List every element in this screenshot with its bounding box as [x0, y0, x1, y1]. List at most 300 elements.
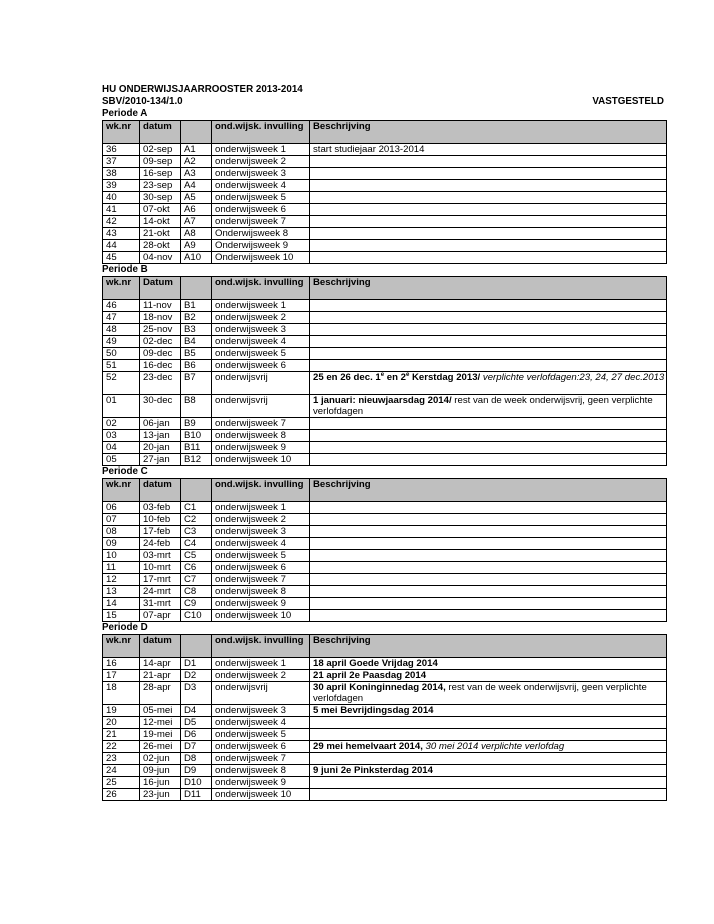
- cell-description: [310, 168, 667, 180]
- cell-description: [310, 765, 667, 777]
- cell-description: [310, 705, 667, 717]
- description-text: en 2: [384, 372, 406, 383]
- cell-description: [310, 312, 667, 324]
- cell-week-number: 50: [103, 348, 140, 360]
- cell-week-number: 21: [103, 729, 140, 741]
- column-header-week-number: wk.nr: [103, 635, 140, 658]
- cell-week-number: 08: [103, 526, 140, 538]
- column-header-code: [181, 121, 212, 144]
- cell-education-type: onderwijsweek 3: [212, 526, 310, 538]
- cell-education-type: onderwijsweek 2: [212, 670, 310, 682]
- cell-education-type: onderwijsweek 1: [212, 658, 310, 670]
- cell-date: 10-feb: [140, 514, 181, 526]
- cell-code: C5: [181, 550, 212, 562]
- cell-code: D5: [181, 717, 212, 729]
- cell-description: [310, 550, 667, 562]
- cell-date: 02-sep: [140, 144, 181, 156]
- description-text: 9 juni 2e Pinksterdag 2014: [313, 765, 433, 776]
- column-header-education-type: ond.wijsk. invulling: [212, 479, 310, 502]
- table-row: [103, 395, 667, 418]
- cell-week-number: 48: [103, 324, 140, 336]
- cell-education-type: onderwijsweek 1: [212, 502, 310, 514]
- table-header-row: [103, 121, 667, 144]
- cell-date: 09-sep: [140, 156, 181, 168]
- cell-code: A2: [181, 156, 212, 168]
- table-row: [103, 360, 667, 372]
- table-row: [103, 729, 667, 741]
- description-text: rest van de week onderwijsvrij, geen verplichte verlofdagen: [313, 395, 653, 417]
- cell-education-type: onderwijsweek 6: [212, 562, 310, 574]
- cell-code: B4: [181, 336, 212, 348]
- table-row: [103, 514, 667, 526]
- cell-description: [310, 538, 667, 550]
- cell-code: D4: [181, 705, 212, 717]
- table-row: [103, 717, 667, 729]
- cell-date: 16-sep: [140, 168, 181, 180]
- cell-education-type: onderwijsweek 5: [212, 348, 310, 360]
- cell-description: [310, 348, 667, 360]
- cell-code: C3: [181, 526, 212, 538]
- description-text: 21 april 2e Paasdag 2014: [313, 670, 427, 681]
- cell-code: C7: [181, 574, 212, 586]
- table-row: [103, 144, 667, 156]
- cell-date: 21-apr: [140, 670, 181, 682]
- cell-code: A3: [181, 168, 212, 180]
- cell-code: D2: [181, 670, 212, 682]
- table-row: [103, 753, 667, 765]
- table-row: [103, 312, 667, 324]
- column-header-education-type: ond.wijsk. invulling: [212, 635, 310, 658]
- cell-week-number: 02: [103, 418, 140, 430]
- table-row: [103, 300, 667, 312]
- cell-week-number: 05: [103, 454, 140, 466]
- schedule-table: [102, 478, 667, 622]
- cell-week-number: 40: [103, 192, 140, 204]
- cell-education-type: onderwijsweek 1: [212, 144, 310, 156]
- cell-education-type: onderwijsweek 8: [212, 586, 310, 598]
- cell-week-number: 24: [103, 765, 140, 777]
- cell-description: [310, 502, 667, 514]
- cell-code: B11: [181, 442, 212, 454]
- cell-date: 17-mrt: [140, 574, 181, 586]
- cell-code: B1: [181, 300, 212, 312]
- cell-week-number: 11: [103, 562, 140, 574]
- cell-education-type: onderwijsweek 7: [212, 216, 310, 228]
- cell-education-type: onderwijsweek 5: [212, 729, 310, 741]
- cell-education-type: onderwijsweek 10: [212, 610, 310, 622]
- cell-week-number: 01: [103, 395, 140, 418]
- cell-education-type: onderwijsweek 9: [212, 442, 310, 454]
- cell-education-type: onderwijsvrij: [212, 682, 310, 705]
- document-title: HU ONDERWIJSJAARROOSTER 2013-2014: [102, 84, 303, 95]
- cell-description: [310, 372, 667, 395]
- cell-description: [310, 454, 667, 466]
- column-header-date: datum: [140, 479, 181, 502]
- cell-code: C2: [181, 514, 212, 526]
- cell-education-type: onderwijsweek 6: [212, 360, 310, 372]
- cell-date: 02-dec: [140, 336, 181, 348]
- table-row: [103, 705, 667, 717]
- cell-week-number: 49: [103, 336, 140, 348]
- cell-description: [310, 300, 667, 312]
- cell-education-type: onderwijsweek 4: [212, 717, 310, 729]
- cell-week-number: 15: [103, 610, 140, 622]
- cell-description: [310, 430, 667, 442]
- cell-week-number: 26: [103, 789, 140, 801]
- table-row: [103, 670, 667, 682]
- table-row: [103, 789, 667, 801]
- cell-date: 02-jun: [140, 753, 181, 765]
- cell-date: 11-nov: [140, 300, 181, 312]
- cell-education-type: onderwijsweek 1: [212, 300, 310, 312]
- cell-description: [310, 562, 667, 574]
- cell-code: A7: [181, 216, 212, 228]
- cell-code: B5: [181, 348, 212, 360]
- cell-code: C1: [181, 502, 212, 514]
- cell-date: 26-mei: [140, 741, 181, 753]
- description-text: 25 en 26 dec. 1: [313, 372, 381, 383]
- cell-code: D1: [181, 658, 212, 670]
- cell-week-number: 39: [103, 180, 140, 192]
- cell-week-number: 13: [103, 586, 140, 598]
- cell-description: [310, 252, 667, 264]
- cell-week-number: 12: [103, 574, 140, 586]
- table-row: [103, 216, 667, 228]
- table-row: [103, 741, 667, 753]
- cell-description: [310, 789, 667, 801]
- cell-description: [310, 753, 667, 765]
- cell-date: 23-sep: [140, 180, 181, 192]
- cell-description: [310, 360, 667, 372]
- cell-education-type: onderwijsweek 5: [212, 550, 310, 562]
- cell-week-number: 23: [103, 753, 140, 765]
- cell-code: D3: [181, 682, 212, 705]
- cell-education-type: onderwijsweek 9: [212, 777, 310, 789]
- cell-description: [310, 574, 667, 586]
- table-row: [103, 372, 667, 395]
- cell-date: 30-dec: [140, 395, 181, 418]
- cell-code: B8: [181, 395, 212, 418]
- cell-description: [310, 598, 667, 610]
- cell-date: 14-okt: [140, 216, 181, 228]
- period-label: Periode A: [102, 108, 148, 119]
- column-header-week-number: wk.nr: [103, 479, 140, 502]
- table-row: [103, 348, 667, 360]
- table-row: [103, 454, 667, 466]
- cell-date: 09-jun: [140, 765, 181, 777]
- cell-week-number: 06: [103, 502, 140, 514]
- cell-education-type: onderwijsvrij: [212, 372, 310, 395]
- cell-date: 16-jun: [140, 777, 181, 789]
- cell-date: 17-feb: [140, 526, 181, 538]
- cell-description: [310, 324, 667, 336]
- cell-description: [310, 156, 667, 168]
- cell-date: 24-mrt: [140, 586, 181, 598]
- cell-code: C6: [181, 562, 212, 574]
- cell-week-number: 41: [103, 204, 140, 216]
- cell-education-type: onderwijsweek 7: [212, 418, 310, 430]
- column-header-description: Beschrijving: [310, 479, 667, 502]
- cell-education-type: onderwijsweek 4: [212, 180, 310, 192]
- cell-week-number: 46: [103, 300, 140, 312]
- cell-week-number: 42: [103, 216, 140, 228]
- description-text: 30 april Koninginnedag 2014,: [313, 682, 446, 693]
- cell-education-type: onderwijsweek 8: [212, 765, 310, 777]
- cell-date: 12-mei: [140, 717, 181, 729]
- cell-date: 06-jan: [140, 418, 181, 430]
- description-text: 30 mei 2014 verplichte verlofdag: [422, 741, 565, 752]
- table-row: [103, 418, 667, 430]
- cell-code: A8: [181, 228, 212, 240]
- cell-week-number: 45: [103, 252, 140, 264]
- cell-code: B2: [181, 312, 212, 324]
- table-row: [103, 252, 667, 264]
- cell-education-type: onderwijsweek 6: [212, 741, 310, 753]
- cell-description: [310, 240, 667, 252]
- cell-week-number: 04: [103, 442, 140, 454]
- description-text: 18 april Goede Vrijdag 2014: [313, 658, 438, 669]
- cell-week-number: 16: [103, 658, 140, 670]
- document-code-row: [102, 96, 666, 108]
- cell-description: [310, 741, 667, 753]
- cell-code: B10: [181, 430, 212, 442]
- schedule-table: [102, 634, 667, 801]
- cell-education-type: onderwijsweek 4: [212, 538, 310, 550]
- cell-date: 30-sep: [140, 192, 181, 204]
- cell-description: [310, 717, 667, 729]
- cell-description: [310, 442, 667, 454]
- cell-date: 19-mei: [140, 729, 181, 741]
- cell-date: 07-okt: [140, 204, 181, 216]
- document-code: SBV/2010-134/1.0: [102, 96, 183, 107]
- cell-date: 07-apr: [140, 610, 181, 622]
- cell-description: [310, 514, 667, 526]
- cell-education-type: onderwijsweek 7: [212, 574, 310, 586]
- table-row: [103, 324, 667, 336]
- cell-code: C10: [181, 610, 212, 622]
- description-text: verplichte verlofdagen:23, 24, 27 dec.2013: [480, 372, 665, 383]
- cell-description: [310, 216, 667, 228]
- description-text: rest van de week onderwijsvrij, geen verplichte verlofdagen: [313, 682, 647, 704]
- schedule-table: [102, 120, 667, 264]
- cell-week-number: 09: [103, 538, 140, 550]
- cell-description: [310, 395, 667, 418]
- cell-date: 16-dec: [140, 360, 181, 372]
- cell-week-number: 43: [103, 228, 140, 240]
- table-row: [103, 180, 667, 192]
- cell-code: C8: [181, 586, 212, 598]
- document: [102, 84, 666, 801]
- cell-code: A4: [181, 180, 212, 192]
- cell-description: [310, 610, 667, 622]
- cell-description: [310, 144, 667, 156]
- cell-code: A10: [181, 252, 212, 264]
- cell-description: [310, 586, 667, 598]
- cell-date: 20-jan: [140, 442, 181, 454]
- cell-week-number: 37: [103, 156, 140, 168]
- column-header-code: [181, 635, 212, 658]
- cell-code: D11: [181, 789, 212, 801]
- column-header-code: [181, 479, 212, 502]
- cell-education-type: onderwijsweek 7: [212, 753, 310, 765]
- description-text: 29 mei hemelvaart 2014,: [313, 741, 423, 752]
- cell-education-type: onderwijsweek 2: [212, 514, 310, 526]
- cell-date: 10-mrt: [140, 562, 181, 574]
- cell-week-number: 36: [103, 144, 140, 156]
- cell-date: 23-dec: [140, 372, 181, 395]
- cell-education-type: onderwijsweek 10: [212, 454, 310, 466]
- table-row: [103, 228, 667, 240]
- table-row: [103, 168, 667, 180]
- description-text: start studiejaar 2013-2014: [313, 144, 425, 155]
- cell-code: C9: [181, 598, 212, 610]
- table-row: [103, 192, 667, 204]
- table-row: [103, 240, 667, 252]
- cell-week-number: 51: [103, 360, 140, 372]
- cell-week-number: 52: [103, 372, 140, 395]
- cell-date: 18-nov: [140, 312, 181, 324]
- schedule-table: [102, 276, 667, 466]
- cell-code: D8: [181, 753, 212, 765]
- document-status: VASTGESTELD: [592, 96, 664, 107]
- cell-education-type: onderwijsweek 6: [212, 204, 310, 216]
- cell-date: 25-nov: [140, 324, 181, 336]
- cell-code: A1: [181, 144, 212, 156]
- column-header-date: datum: [140, 121, 181, 144]
- column-header-education-type: ond.wijsk. invulling: [212, 121, 310, 144]
- cell-education-type: onderwijsweek 10: [212, 789, 310, 801]
- cell-date: 27-jan: [140, 454, 181, 466]
- period-label: Periode D: [102, 622, 148, 633]
- cell-education-type: Onderwijsweek 10: [212, 252, 310, 264]
- cell-description: [310, 670, 667, 682]
- cell-week-number: 03: [103, 430, 140, 442]
- cell-description: [310, 228, 667, 240]
- description-text: e: [405, 371, 410, 378]
- cell-code: B9: [181, 418, 212, 430]
- cell-education-type: Onderwijsweek 8: [212, 228, 310, 240]
- column-header-description: Beschrijving: [310, 277, 667, 300]
- table-row: [103, 765, 667, 777]
- cell-description: [310, 526, 667, 538]
- cell-week-number: 17: [103, 670, 140, 682]
- description-text: 5 mei Bevrijdingsdag 2014: [313, 705, 434, 716]
- cell-date: 24-feb: [140, 538, 181, 550]
- cell-education-type: onderwijsweek 3: [212, 705, 310, 717]
- cell-week-number: 44: [103, 240, 140, 252]
- cell-education-type: onderwijsvrij: [212, 395, 310, 418]
- cell-code: B6: [181, 360, 212, 372]
- cell-date: 21-okt: [140, 228, 181, 240]
- cell-description: [310, 418, 667, 430]
- cell-education-type: onderwijsweek 2: [212, 156, 310, 168]
- cell-description: [310, 192, 667, 204]
- cell-date: 03-feb: [140, 502, 181, 514]
- cell-date: 05-mei: [140, 705, 181, 717]
- cell-education-type: onderwijsweek 5: [212, 192, 310, 204]
- table-header-row: [103, 479, 667, 502]
- cell-description: [310, 180, 667, 192]
- table-row: [103, 526, 667, 538]
- cell-week-number: 22: [103, 741, 140, 753]
- cell-week-number: 47: [103, 312, 140, 324]
- cell-description: [310, 729, 667, 741]
- cell-education-type: onderwijsweek 3: [212, 324, 310, 336]
- description-text: 1 januari: nieuwjaarsdag 2014/: [313, 395, 452, 406]
- cell-education-type: Onderwijsweek 9: [212, 240, 310, 252]
- table-header-row: [103, 277, 667, 300]
- cell-code: B3: [181, 324, 212, 336]
- table-row: [103, 502, 667, 514]
- cell-week-number: 25: [103, 777, 140, 789]
- cell-week-number: 38: [103, 168, 140, 180]
- table-header-row: [103, 635, 667, 658]
- cell-code: A6: [181, 204, 212, 216]
- table-row: [103, 336, 667, 348]
- cell-education-type: onderwijsweek 9: [212, 598, 310, 610]
- cell-education-type: onderwijsweek 4: [212, 336, 310, 348]
- table-row: [103, 598, 667, 610]
- cell-description: [310, 777, 667, 789]
- cell-date: 14-apr: [140, 658, 181, 670]
- column-header-date: Datum: [140, 277, 181, 300]
- cell-code: B12: [181, 454, 212, 466]
- cell-week-number: 20: [103, 717, 140, 729]
- cell-code: A5: [181, 192, 212, 204]
- cell-description: [310, 682, 667, 705]
- cell-code: D9: [181, 765, 212, 777]
- cell-code: D10: [181, 777, 212, 789]
- cell-date: 09-dec: [140, 348, 181, 360]
- table-row: [103, 658, 667, 670]
- table-row: [103, 682, 667, 705]
- column-header-week-number: wk.nr: [103, 277, 140, 300]
- cell-week-number: 07: [103, 514, 140, 526]
- cell-date: 28-apr: [140, 682, 181, 705]
- cell-code: A9: [181, 240, 212, 252]
- description-text: Kerstdag 2013/: [409, 372, 481, 383]
- column-header-date: datum: [140, 635, 181, 658]
- cell-week-number: 18: [103, 682, 140, 705]
- table-row: [103, 610, 667, 622]
- cell-date: 13-jan: [140, 430, 181, 442]
- cell-week-number: 10: [103, 550, 140, 562]
- column-header-description: Beschrijving: [310, 121, 667, 144]
- column-header-code: [181, 277, 212, 300]
- cell-date: 31-mrt: [140, 598, 181, 610]
- period-label: Periode C: [102, 466, 148, 477]
- cell-date: 03-mrt: [140, 550, 181, 562]
- table-row: [103, 156, 667, 168]
- cell-education-type: onderwijsweek 2: [212, 312, 310, 324]
- cell-description: [310, 204, 667, 216]
- cell-code: D7: [181, 741, 212, 753]
- cell-education-type: onderwijsweek 3: [212, 168, 310, 180]
- description-text: e: [380, 371, 385, 378]
- periods-container: [102, 108, 666, 801]
- cell-description: [310, 336, 667, 348]
- cell-week-number: 19: [103, 705, 140, 717]
- cell-week-number: 14: [103, 598, 140, 610]
- cell-date: 28-okt: [140, 240, 181, 252]
- table-row: [103, 574, 667, 586]
- cell-code: C4: [181, 538, 212, 550]
- cell-code: B7: [181, 372, 212, 395]
- table-row: [103, 538, 667, 550]
- table-row: [103, 204, 667, 216]
- table-row: [103, 777, 667, 789]
- column-header-description: Beschrijving: [310, 635, 667, 658]
